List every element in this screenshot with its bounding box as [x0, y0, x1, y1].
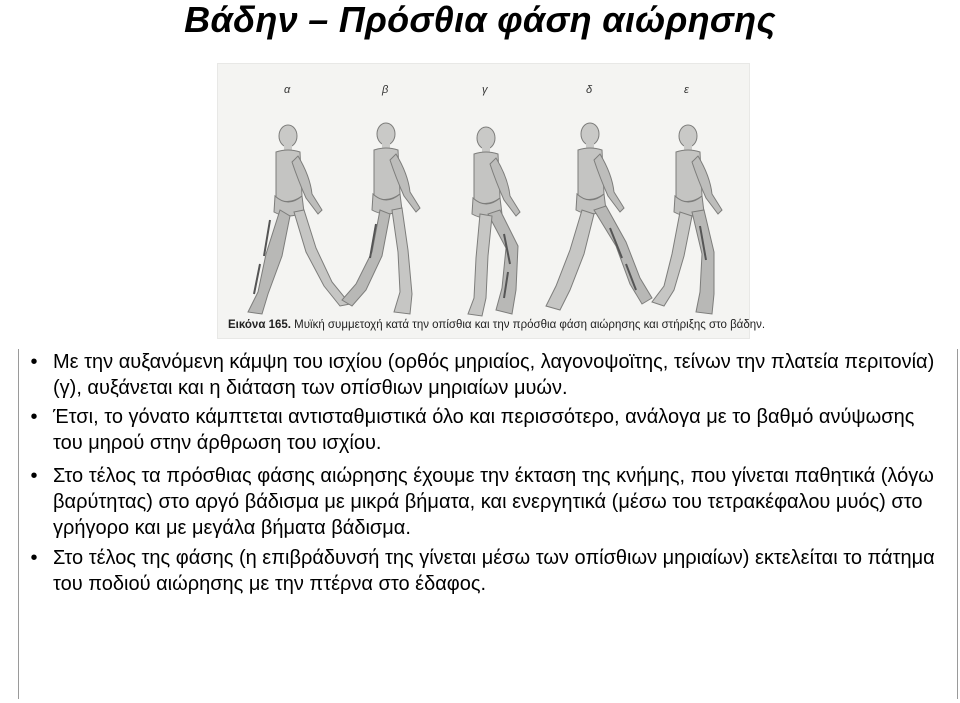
bullet-item — [19, 463, 957, 541]
caption-number: Εικόνα 165. — [228, 319, 291, 331]
bullet-text: Με την αυξανόμενη κάμψη του ισχίου (ορθός μηριαίος, λαγονοψοϊτης, τείνων την πλατεία περιτονία) (γ), αυξάνεται και η διάταση των οπίσθιων μηριαίων μυών. — [53, 351, 935, 399]
walker-delta — [546, 123, 652, 310]
figure-caption — [228, 318, 766, 332]
bullet-item — [19, 545, 957, 597]
panel-label-delta: δ — [586, 84, 593, 96]
panel-label-alpha: α — [284, 84, 291, 96]
bullet-item — [19, 404, 957, 456]
bullet-marker: • — [30, 547, 38, 569]
walker-epsilon — [652, 125, 722, 314]
bullet-item — [19, 349, 957, 401]
bullet-text: Στο τέλος της φάσης (η επιβράδυνσή της γίνεται μέσω των οπίσθιων μηριαίων) εκτελείται το πάτημα του ποδιού αιώρησης με την πτέρνα στο έδαφος. — [53, 547, 935, 595]
walker-alpha — [248, 125, 350, 314]
walking-figure — [218, 64, 766, 338]
panel-label-beta: β — [382, 84, 389, 96]
bullet-marker: • — [30, 351, 38, 373]
bullet-marker: • — [30, 406, 38, 428]
walking-illustration — [218, 64, 749, 338]
walker-beta — [342, 123, 420, 314]
bullet-text: Έτσι, το γόνατο κάμπτεται αντισταθμιστικά όλο και περισσότερο, ανάλογα με το βαθμό ανύψωσης του μηρού στην άρθρωση του ισχίου. — [53, 406, 915, 454]
bullet-marker: • — [30, 465, 38, 487]
slide-title: Βάδην – Πρόσθια φάση αιώρησης — [184, 0, 776, 40]
bullet-text: Στο τέλος τα πρόσθιας φάσης αιώρησης έχουμε την έκταση της κνήμης, που γίνεται παθητικά (λόγω βαρύτητας) στο αργό βάδισμα με μικρά βήματα, και ενεργητικά (μέσω του τετρακέφαλου μυός) στο γρήγορο και με μεγάλα βήματα βάδισμα. — [53, 465, 934, 539]
panel-label-gamma: γ — [482, 84, 488, 96]
walker-gamma — [468, 127, 520, 316]
caption-text: Μυϊκή συμμετοχή κατά την οπίσθια και την πρόσθια φάση αιώρησης και στήριξης στο βάδην. — [294, 319, 766, 331]
bullet-list — [18, 349, 958, 699]
panel-label-epsilon: ε — [684, 84, 689, 96]
